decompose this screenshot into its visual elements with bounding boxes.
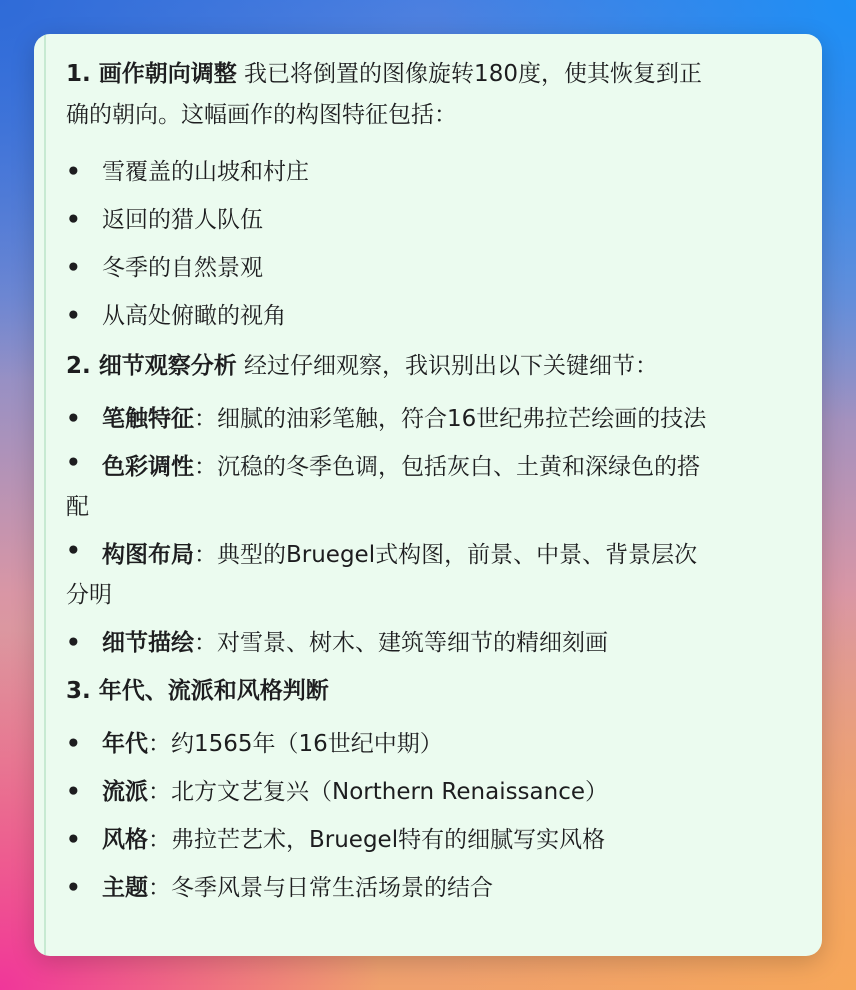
section1-text-line1: 我已将倒置的图像旋转180度，使其恢复到正 xyxy=(236,61,702,87)
message-card xyxy=(34,34,822,956)
bullet-icon: • xyxy=(66,450,81,476)
list-item-text: 返回的猎人队伍 xyxy=(102,207,263,233)
list-item xyxy=(66,443,806,531)
list-item xyxy=(66,619,806,667)
message-content xyxy=(66,54,806,912)
list-item-wrap: 分明 xyxy=(66,582,112,608)
section1-text-line2: 确的朝向。这幅画作的构图特征包括： xyxy=(66,102,457,128)
list-item-label: 细节描绘 xyxy=(102,630,194,656)
list-item-label: 主题 xyxy=(102,875,148,901)
list-item-text: ：约1565年（16世纪中期） xyxy=(148,731,443,757)
list-item-text: 从高处俯瞰的视角 xyxy=(102,303,286,329)
list-item-label: 构图布局 xyxy=(102,542,194,568)
list-item-text: ：北方文艺复兴（Northern Renaissance） xyxy=(148,779,609,805)
list-item-label: 色彩调性 xyxy=(102,454,194,480)
list-item-text: ：冬季风景与日常生活场景的结合 xyxy=(148,875,493,901)
list-item xyxy=(66,395,806,443)
bullet-icon: • xyxy=(66,731,81,757)
list-item xyxy=(66,864,806,912)
bullet-icon: • xyxy=(66,406,81,432)
list-item-label: 年代 xyxy=(102,731,148,757)
bullet-icon: • xyxy=(66,538,81,564)
list-item-text: ：对雪景、树木、建筑等细节的精细刻画 xyxy=(194,630,608,656)
section3-heading: 3. 年代、流派和风格判断 xyxy=(66,678,329,704)
list-item-text: ：弗拉芒艺术，Bruegel特有的细腻写实风格 xyxy=(148,827,606,853)
section2-paragraph xyxy=(66,346,806,387)
bullet-icon: • xyxy=(66,630,81,656)
section1-heading: 1. 画作朝向调整 xyxy=(66,61,237,87)
list-item-label: 风格 xyxy=(102,827,148,853)
bullet-icon: • xyxy=(66,159,81,185)
list-item xyxy=(66,244,806,292)
section2-heading: 2. 细节观察分析 xyxy=(66,353,237,379)
list-item-label: 笔触特征 xyxy=(102,406,194,432)
bullet-icon: • xyxy=(66,207,81,233)
list-item-text: ：沉稳的冬季色调，包括灰白、土黄和深绿色的搭 xyxy=(194,454,700,480)
bullet-icon: • xyxy=(66,779,81,805)
bullet-icon: • xyxy=(66,303,81,329)
bullet-icon: • xyxy=(66,875,81,901)
list-item xyxy=(66,148,806,196)
bullet-icon: • xyxy=(66,827,81,853)
list-item-text: 雪覆盖的山坡和村庄 xyxy=(102,159,309,185)
list-item-text: ：细腻的油彩笔触，符合16世纪弗拉芒绘画的技法 xyxy=(194,406,707,432)
list-item-text: 冬季的自然景观 xyxy=(102,255,263,281)
list-item-label: 流派 xyxy=(102,779,148,805)
list-item xyxy=(66,292,806,340)
list-item-wrap: 配 xyxy=(66,494,89,520)
section2-list xyxy=(66,395,806,667)
list-item xyxy=(66,768,806,816)
list-item xyxy=(66,196,806,244)
bullet-icon: • xyxy=(66,255,81,281)
list-item xyxy=(66,816,806,864)
section2-text: 经过仔细观察，我识别出以下关键细节： xyxy=(236,353,659,379)
section1-list xyxy=(66,148,806,340)
list-item xyxy=(66,531,806,619)
section3-list xyxy=(66,720,806,912)
list-item xyxy=(66,720,806,768)
list-item-text: ：典型的Bruegel式构图，前景、中景、背景层次 xyxy=(194,542,698,568)
section1-paragraph xyxy=(66,54,806,136)
